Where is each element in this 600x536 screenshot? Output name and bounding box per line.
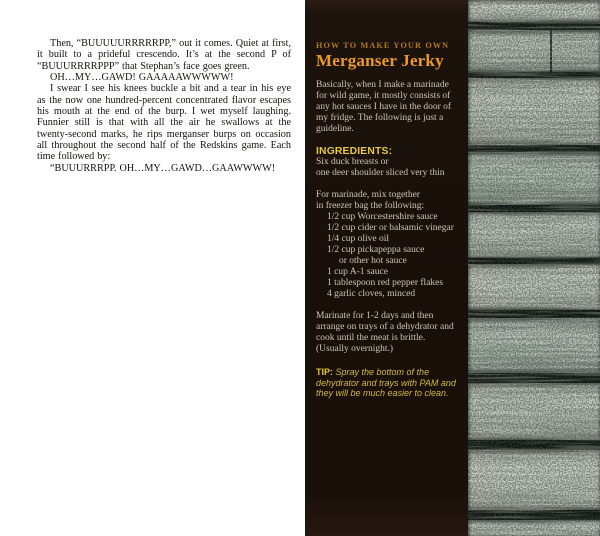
wood-plank xyxy=(468,212,600,258)
story-paragraph: I swear I see his knees buckle a bit and a tear in his eye as the now one hundred-percent concentrated flavor escapes his mouth at the end of the burp. I wet myself laughing. Funnier still is that with all the air he swallows at the twenty-second marks, he rips merganser burps on occasion all throughout the second half of the Redskins game. Each time followed by: xyxy=(37,83,291,163)
marinade-item: 1/2 cup cider or balsamic vinegar xyxy=(327,223,454,233)
story-paragraph: Then, “BUUUUURRRRRPP,” out it comes. Quiet at first, it built to a prideful crescendo. It’s at the second P of “BUUURRRRPPP” that Stephan’s face goes green. xyxy=(37,38,291,72)
wood-plank-photo xyxy=(468,0,600,536)
recipe-title: Merganser Jerky xyxy=(316,51,444,70)
plank-seam xyxy=(550,30,552,72)
wood-planks xyxy=(468,0,600,536)
recipe-tip xyxy=(316,367,460,399)
recipe-instructions: Marinate for 1-2 days and then arrange on trays of a dehydrator and cook until the meat is brittle. (Usually overnight.) xyxy=(316,311,454,354)
tip-text: Spray the bottom of the dehydrator and trays with PAM and they will be much easier to clean. xyxy=(316,367,456,399)
recipe-content xyxy=(305,0,468,399)
marinade-item: 1/2 cup pickapeppa sauce xyxy=(327,245,425,255)
wood-plank xyxy=(468,383,600,440)
recipe-intro: Basically, when I make a marinade for wild game, it mostly consists of any hot sauces I have in the door of my fridge. The following is just a guideline. xyxy=(316,80,452,134)
story-paragraph-burp: “BUUURRRPP. OH…MY…GAWD…GAAWWWW! xyxy=(50,162,276,174)
wood-plank xyxy=(468,78,600,145)
story-paragraph-exclamation: OH…MY…GAWD! GAAAAAWWWWW! xyxy=(50,72,234,84)
ingredient-line: one deer shoulder sliced very thin xyxy=(316,168,445,178)
marinade-item: 1 cup A-1 sauce xyxy=(327,267,388,277)
marinade-item: 1 tablespoon red pepper flakes xyxy=(327,278,444,288)
tip-label: TIP: xyxy=(316,367,333,377)
marinade-intro-line: For marinade, mix together xyxy=(316,190,420,200)
marinade-item: 1/4 cup olive oil xyxy=(327,234,390,244)
wood-plank xyxy=(468,318,600,373)
wood-plank xyxy=(468,450,600,510)
marinade-intro-line: in freezer bag the following: xyxy=(316,201,425,211)
marinade-item: 1/2 cup Worcestershire sauce xyxy=(327,212,438,222)
marinade-item: 4 garlic cloves, minced xyxy=(327,289,416,299)
wood-plank xyxy=(468,264,600,310)
ingredients-heading: INGREDIENTS: xyxy=(316,146,393,157)
marinade-item-sub: or other hot sauce xyxy=(339,256,407,266)
wood-plank xyxy=(468,0,600,22)
wood-plank xyxy=(468,520,600,536)
recipe-panel xyxy=(305,0,468,536)
story-text-block xyxy=(37,38,291,174)
ingredient-line: Six duck breasts or xyxy=(316,157,389,167)
spacer xyxy=(316,179,460,190)
recipe-kicker: HOW TO MAKE YOUR OWN xyxy=(316,41,450,50)
wood-plank xyxy=(468,30,600,72)
wood-plank xyxy=(468,152,600,205)
